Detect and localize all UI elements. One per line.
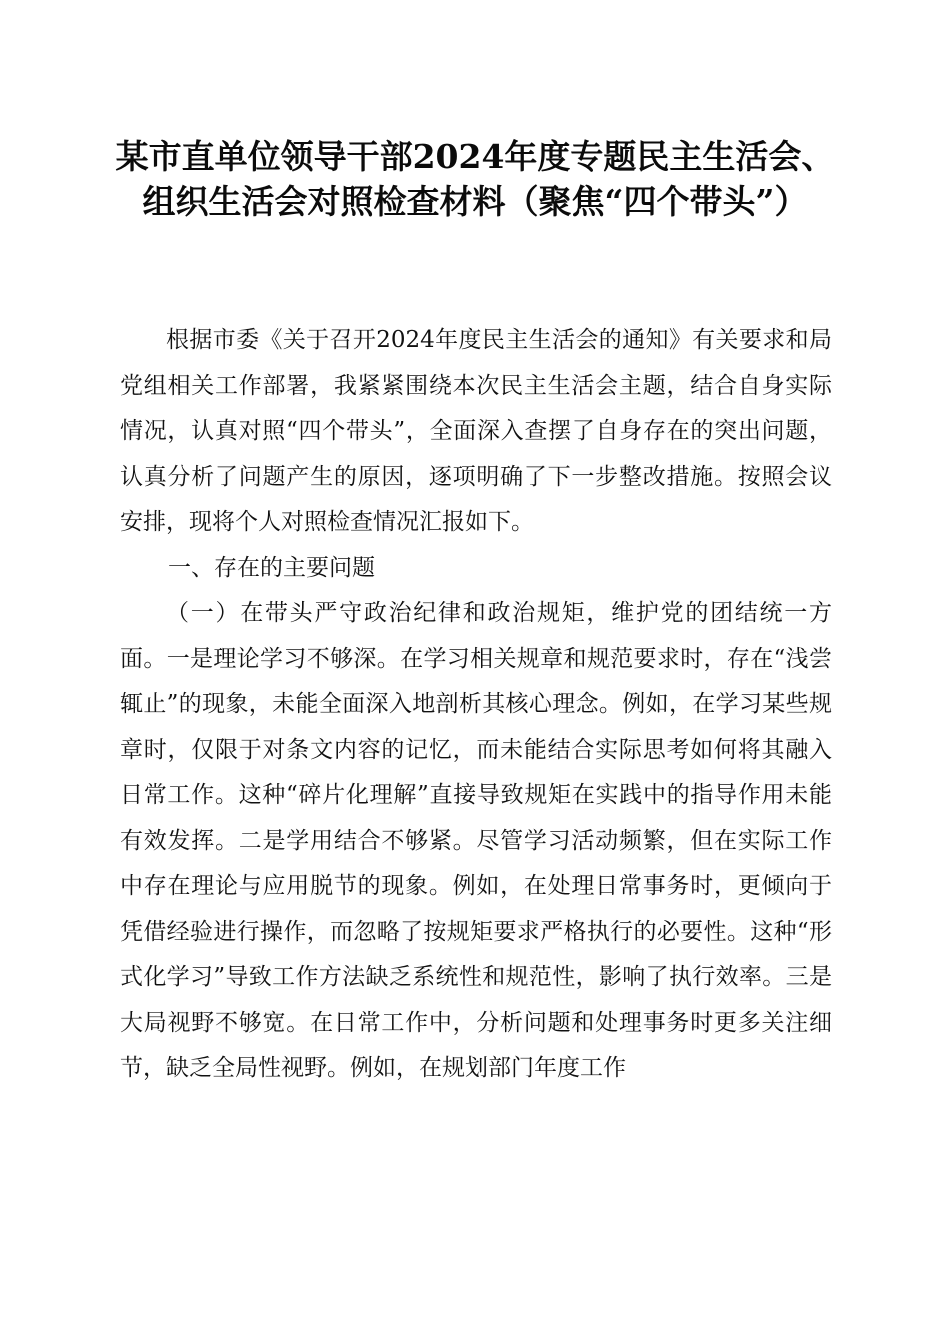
- document-title: 某市直单位领导干部2024年度专题民主生活会、组织生活会对照检查材料（聚焦“四个带头”）: [115, 137, 835, 221]
- intro-paragraph: 根据市委《关于召开2024年度民主生活会的通知》有关要求和局党组相关工作部署，我紧紧围绕本次民主生活会主题，结合自身实际情况，认真对照“四个带头”，全面深入查摆了自身存在的突出问题，认真分析了问题产生的原因，逐项明确了下一步整改措施。按照会议安排，现将个人对照检查情况汇报如下。: [120, 327, 832, 535]
- document-body: [120, 318, 832, 1092]
- item-1-body: 一是理论学习不够深。在学习相关规章和规范要求时，存在“浅尝辄止”的现象，未能全面深入地剖析其核心理念。例如，在学习某些规章时，仅限于对条文内容的记忆，而未能结合实际思考如何将其融入日常工作。这种“碎片化理解”直接导致规矩在实践中的指导作用未能有效发挥。二是学用结合不够紧。尽管学习活动频繁，但在实际工作中存在理论与应用脱节的现象。例如，在处理日常事务时，更倾向于凭借经验进行操作，而忽略了按规矩要求严格执行的必要性。这种“形式化学习”导致工作方法缺乏系统性和规范性，影响了执行效率。三是大局视野不够宽。在日常工作中，分析问题和处理事务时更多关注细节，缺乏全局性视野。例如，在规划部门年度工作: [120, 645, 832, 1081]
- section-heading-problems: 一、存在的主要问题: [168, 554, 375, 581]
- item-1-paragraph: [120, 591, 832, 1092]
- item-1-lead: （一）在带头严守政治纪律和政治规矩，维护党的团结统一方面。: [120, 600, 832, 672]
